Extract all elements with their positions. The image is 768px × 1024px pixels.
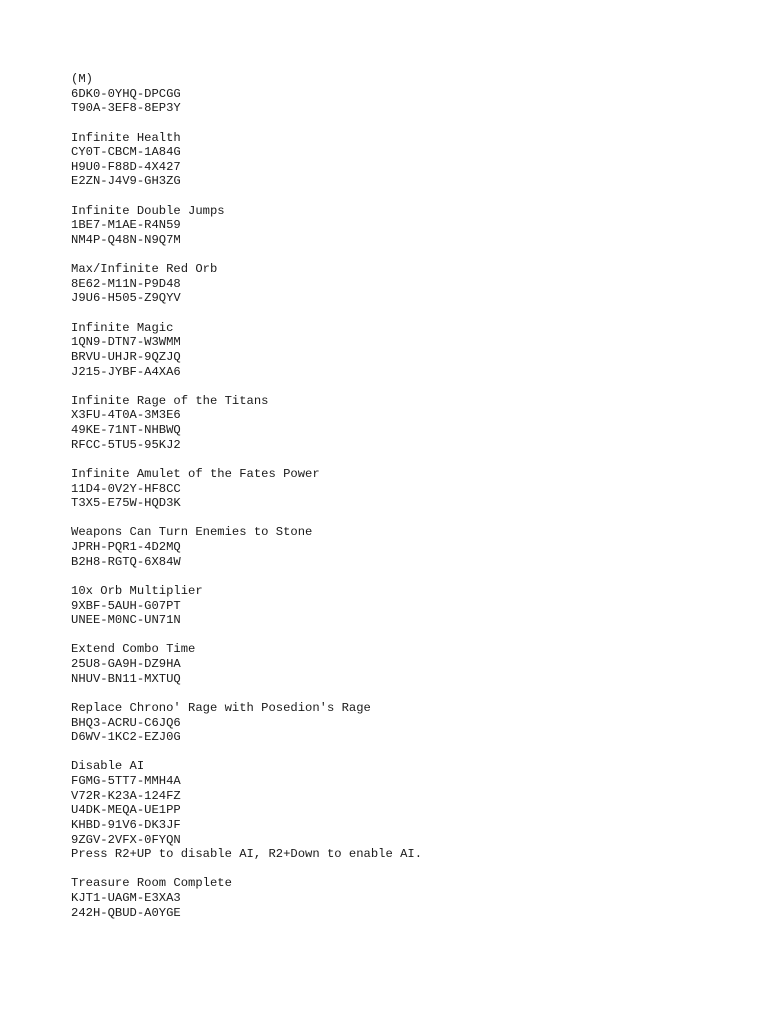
section-title: Infinite Double Jumps [71,203,225,218]
section-title: Treasure Room Complete [71,876,232,891]
code-line: 242H-QBUD-A0YGE [71,905,181,920]
section-title: Replace Chrono' Rage with Posedion's Rage [71,700,371,715]
code-line: 8E62-M11N-P9D48 [71,276,181,291]
code-line: E2ZN-J4V9-GH3ZG [71,174,181,189]
code-line: CY0T-CBCM-1A84G [71,145,181,160]
code-line: 6DK0-0YHQ-DPCGG [71,86,181,101]
code-line: JPRH-PQR1-4D2MQ [71,540,181,554]
code-line: 25U8-GA9H-DZ9HA [71,657,181,671]
code-line: H9U0-F88D-4X427 [71,159,181,174]
code-line: U4DK-MEQA-UE1PP [71,803,181,818]
section-title: Max/Infinite Red Orb [71,262,218,277]
code-line: J215-JYBF-A4XA6 [71,364,181,379]
code-line: 1QN9-DTN7-W3WMM [71,335,181,350]
code-line: V72R-K23A-124FZ [71,788,181,803]
section-title: 10x Orb Multiplier [71,583,203,598]
code-line: T90A-3EF8-8EP3Y [71,101,181,116]
section-title: Infinite Rage of the Titans [71,393,269,408]
code-line: Press R2+UP to disable AI, R2+Down to enable AI. [71,847,423,862]
code-line: (M) [71,72,93,86]
code-section [71,876,751,920]
code-section [71,467,751,511]
code-section [71,584,751,628]
code-section [71,204,751,248]
code-line: 49KE-71NT-NHBWQ [71,423,181,437]
code-line: NHUV-BN11-MXTUQ [71,671,181,686]
code-line: NM4P-Q48N-N9Q7M [71,232,181,247]
code-section [71,321,751,380]
code-line: KHBD-91V6-DK3JF [71,817,181,832]
code-line: UNEE-M0NC-UN71N [71,613,181,628]
section-title: Infinite Amulet of the Fates Power [71,466,320,481]
section-title: Infinite Health [71,130,181,145]
section-title: Infinite Magic [71,320,174,335]
code-section [71,642,751,686]
code-line: T3X5-E75W-HQD3K [71,496,181,511]
code-line: D6WV-1KC2-EZJ0G [71,730,181,745]
code-section [71,262,751,306]
section-title: Extend Combo Time [71,642,196,657]
code-line: X3FU-4T0A-3M3E6 [71,408,181,423]
code-line: 1BE7-M1AE-R4N59 [71,218,181,233]
code-line: J9U6-H505-Z9QYV [71,291,181,306]
code-line: BRVU-UHJR-9QZJQ [71,349,181,364]
section-title: Weapons Can Turn Enemies to Stone [71,525,313,540]
code-section [71,759,751,861]
code-line: 11D4-0V2Y-HF8CC [71,481,181,496]
code-line: RFCC-5TU5-95KJ2 [71,437,181,452]
section-title: Disable AI [71,759,145,774]
code-section [71,394,751,453]
code-section [71,701,751,745]
code-line: FGMG-5TT7-MMH4A [71,774,181,788]
code-section [71,525,751,569]
code-line: B2H8-RGTQ-6X84W [71,554,181,569]
code-section [71,131,751,190]
cheat-code-document [71,72,751,935]
code-line: 9XBF-5AUH-G07PT [71,598,181,613]
code-line: KJT1-UAGM-E3XA3 [71,891,181,905]
code-section [71,72,751,116]
code-line: BHQ3-ACRU-C6JQ6 [71,715,181,730]
code-line: 9ZGV-2VFX-0FYQN [71,832,181,847]
